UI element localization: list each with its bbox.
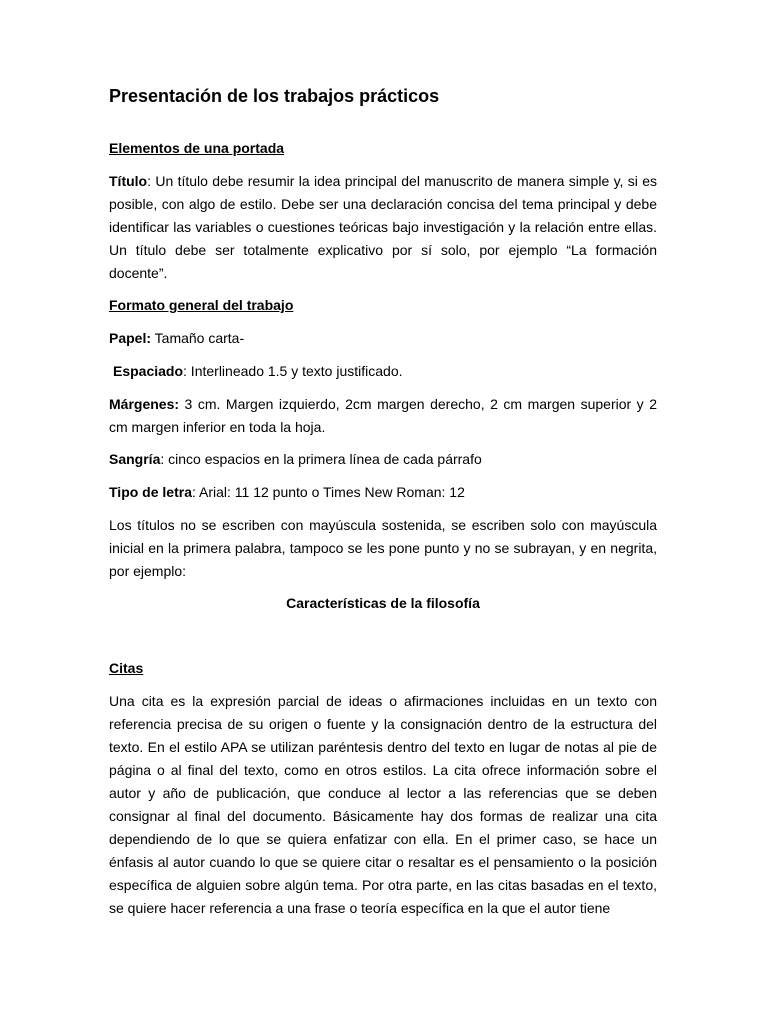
tipo-letra-text: : Arial: 11 12 punto o Times New Roman: 12 bbox=[191, 484, 465, 500]
papel-text: Tamaño carta- bbox=[151, 330, 245, 346]
titulo-paragraph bbox=[109, 170, 657, 285]
titulo-text: : Un título debe resumir la idea principal del manuscrito de manera simple y, si es posible, con algo de estilo. Debe ser una declaración concisa del tema principal y debe identificar las variables o cuestiones teóricas bajo investigación y la relación entre ellas. Un título debe ser totalmente explicativo por sí solo, por ejemplo “La formación docente”. bbox=[109, 173, 657, 281]
section-heading-formato: Formato general del trabajo bbox=[109, 297, 294, 313]
sangria-paragraph bbox=[109, 448, 657, 471]
sangria-text: : cinco espacios en la primera línea de cada párrafo bbox=[160, 451, 482, 467]
citas-paragraph: Una cita es la expresión parcial de ideas o afirmaciones incluidas en un texto con referencia precisa de su origen o fuente y la consignación dentro de la estructura del texto. En el estilo APA se utilizan paréntesis dentro del texto en lugar de notas al pie de página o al final del texto, como en otros estilos. La cita ofrece información sobre el autor y año de publicación, que conduce al lector a las referencias que se deben consignar al final del documento. Básicamente hay dos formas de realizar una cita dependiendo de lo que se quiera enfatizar con ella. En el primer caso, se hace un énfasis al autor cuando lo que se quiere citar o resaltar es el pensamiento o la posición específica de alguien sobre algún tema. Por otra parte, en las citas basadas en el texto, se quiere hacer referencia a una frase o teoría específica en la que el autor tiene bbox=[109, 693, 657, 916]
section-heading-citas: Citas bbox=[109, 660, 144, 676]
papel-term: Papel: bbox=[109, 330, 152, 346]
espaciado-paragraph bbox=[109, 360, 657, 383]
document-page bbox=[109, 84, 657, 920]
papel-paragraph bbox=[109, 327, 657, 350]
titulos-paragraph: Los títulos no se escriben con mayúscula sostenida, se escriben solo con mayúscula inicial en la primera palabra, tampoco se les pone punto y no se subrayan, y en negrita, por ejemplo: bbox=[109, 517, 657, 579]
tipo-letra-term: Tipo de letra bbox=[109, 484, 192, 500]
section-heading-portada: Elementos de una portada bbox=[109, 140, 285, 156]
document-title: Presentación de los trabajos prácticos bbox=[109, 86, 440, 106]
espaciado-term: Espaciado bbox=[113, 363, 184, 379]
tipo-letra-paragraph bbox=[109, 481, 657, 504]
example-title: Características de la filosofía bbox=[286, 595, 480, 611]
espaciado-text: : Interlineado 1.5 y texto justificado. bbox=[183, 363, 403, 379]
margenes-term: Márgenes: bbox=[109, 396, 180, 412]
margenes-text: 3 cm. Margen izquierdo, 2cm margen derecho, 2 cm margen superior y 2 cm margen inferior en toda la hoja. bbox=[109, 396, 657, 435]
sangria-term: Sangría bbox=[109, 451, 161, 467]
margenes-paragraph bbox=[109, 393, 657, 439]
titulo-term: Título bbox=[109, 173, 148, 189]
